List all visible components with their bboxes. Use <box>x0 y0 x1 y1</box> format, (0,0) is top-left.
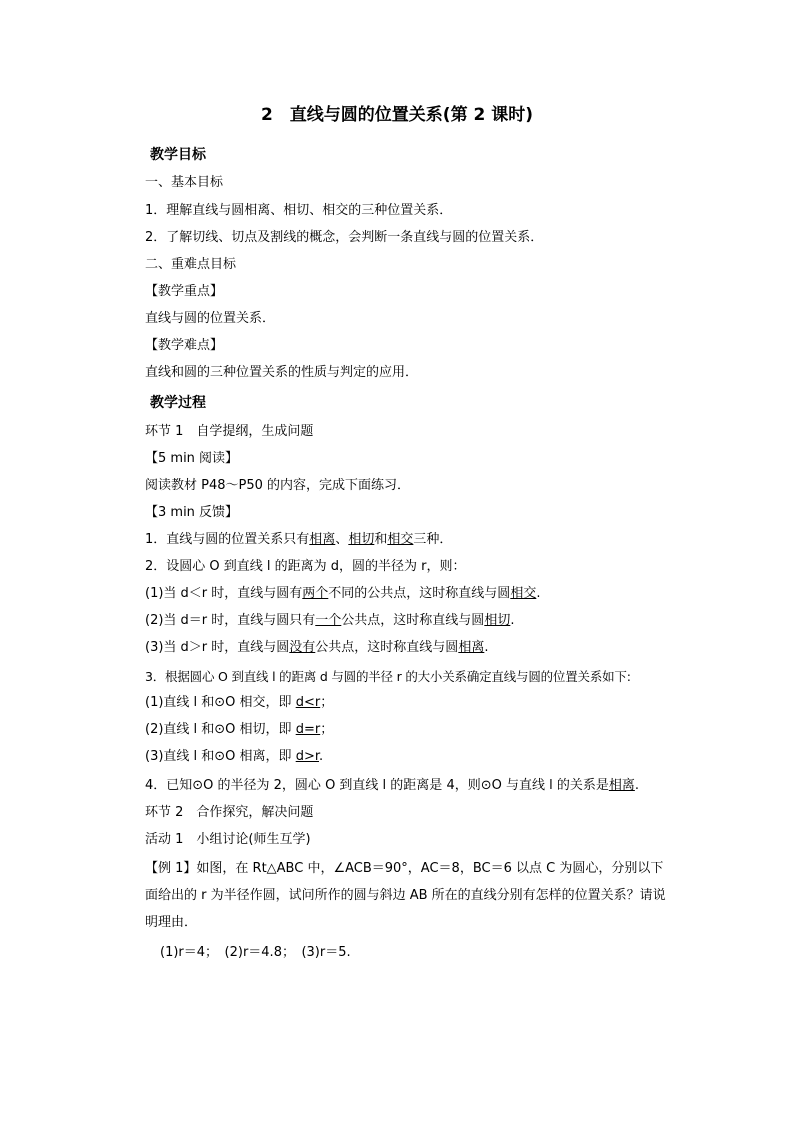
question-1: 1．直线与圆的位置关系只有相离、相切和相交三种． <box>145 532 453 547</box>
answer-blank: 相交 <box>510 586 537 601</box>
text-line: 【教学重点】 <box>145 284 224 299</box>
answer-blank: 相离 <box>608 778 635 793</box>
section-heading-goals: 教学目标 <box>150 147 206 163</box>
answer-blank: d>r <box>295 749 319 764</box>
question-2-1: (1)当 d＜r 时，直线与圆有两个不同的公共点，这时称直线与圆相交. <box>145 586 541 601</box>
text-line: 直线和圆的三种位置关系的性质与判定的应用． <box>145 365 419 380</box>
text-line: 【5 min 阅读】 <box>145 451 239 466</box>
activity-1-heading: 活动 1 小组讨论(师生互学) <box>145 832 311 847</box>
example-1-line-1: 【例 1】如图，在 Rt△ABC 中，∠ACB＝90°，AC＝8，BC＝6 以点 C 为圆心，分别以下 <box>145 861 664 876</box>
example-1-line-3: 明理由． <box>145 915 198 930</box>
text-line: 【3 min 反馈】 <box>145 505 239 520</box>
section-2-heading: 环节 2 合作探究，解决问题 <box>145 805 314 820</box>
text-line: 环节 1 自学提纲，生成问题 <box>145 424 314 439</box>
answer-blank: d=r <box>295 722 321 737</box>
answer-blank: 相交 <box>387 532 414 547</box>
answer-blank: 一个 <box>315 613 342 628</box>
question-3-1: (1)直线 l 和⊙O 相交，即 d<r； <box>145 695 334 710</box>
text-line: 直线与圆的位置关系． <box>145 311 276 326</box>
answer-blank: 相切 <box>348 532 375 547</box>
text-line: 二、重难点目标 <box>145 257 237 272</box>
text-line: 【教学难点】 <box>145 338 224 353</box>
example-1-options: (1)r＝4； (2)r＝4.8； (3)r＝5. <box>160 945 351 960</box>
answer-blank: 相离 <box>309 532 336 547</box>
page-title: 2 直线与圆的位置关系(第 2 课时) <box>260 105 534 125</box>
text-line: 1．理解直线与圆相离、相切、相交的三种位置关系． <box>145 203 453 218</box>
question-2-3: (3)当 d＞r 时，直线与圆没有公共点，这时称直线与圆相离. <box>145 640 489 655</box>
question-2: 2．设圆心 O 到直线 l 的距离为 d，圆的半径为 r，则： <box>145 559 466 574</box>
text-line: 一、基本目标 <box>145 175 224 190</box>
question-4: 4．已知⊙O 的半径为 2，圆心 O 到直线 l 的距离是 4，则⊙O 与直线 l 的关系是相离. <box>145 778 639 793</box>
section-heading-process: 教学过程 <box>150 395 206 411</box>
answer-blank: 相离 <box>458 640 485 655</box>
text-line: 2．了解切线、切点及割线的概念，会判断一条直线与圆的位置关系． <box>145 230 544 245</box>
question-3-2: (2)直线 l 和⊙O 相切，即 d=r； <box>145 722 334 737</box>
example-1-line-2: 面给出的 r 为半径作圆，试问所作的圆与斜边 AB 所在的直线分别有怎样的位置关系？请说 <box>145 888 666 903</box>
question-2-2: (2)当 d＝r 时，直线与圆只有一个公共点，这时称直线与圆相切. <box>145 613 515 628</box>
question-3-3: (3)直线 l 和⊙O 相离，即 d>r. <box>145 749 324 764</box>
answer-blank: 相切 <box>484 613 511 628</box>
text-line: 阅读教材 P48～P50 的内容，完成下面练习． <box>145 478 411 493</box>
answer-blank: 两个 <box>302 586 329 601</box>
answer-blank: d<r <box>295 695 321 710</box>
question-3: 3．根据圆心 O 到直线 l 的距离 d 与圆的半径 r 的大小关系确定直线与圆的位置关系如下: <box>145 669 631 684</box>
answer-blank: 没有 <box>289 640 316 655</box>
